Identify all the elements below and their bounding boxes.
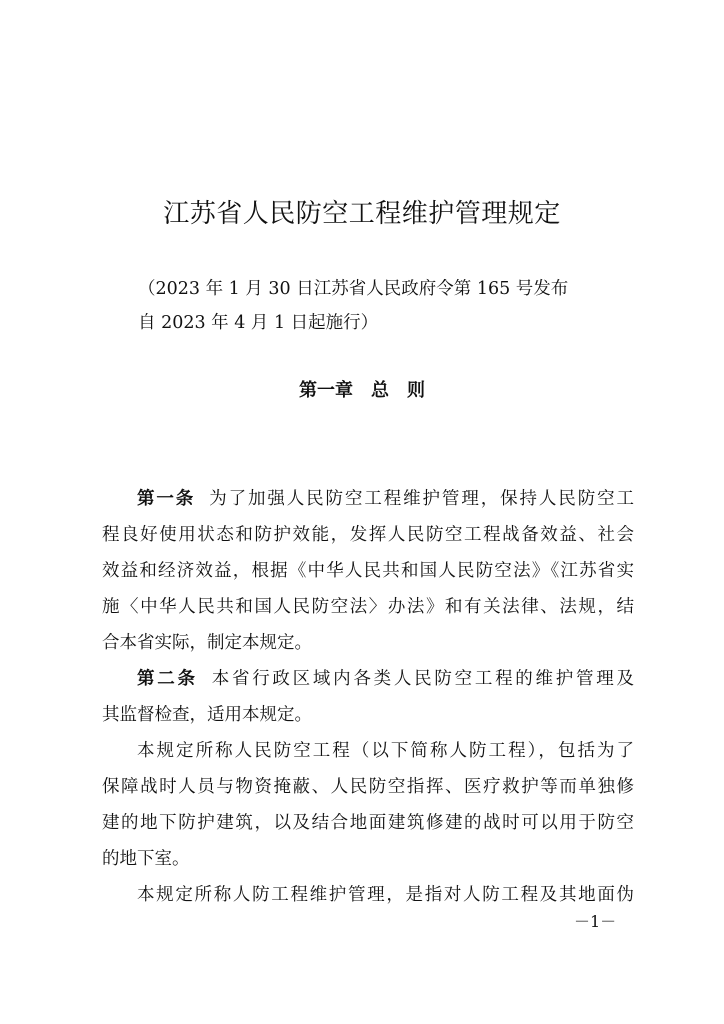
- article-1-line: 效益和经济效益，根据《中华人民共和国人民防空法》《江苏省实: [102, 561, 634, 581]
- issue-note: [138, 272, 618, 340]
- article-2: [102, 661, 634, 733]
- body-text: [102, 481, 634, 913]
- article-1-line: 合本省实际，制定本规定。: [102, 633, 312, 653]
- article-2-label: 第二条: [137, 669, 198, 689]
- article-1-line: [102, 481, 634, 517]
- definition-line: 本规定所称人民防空工程（以下简称人防工程），包括为了: [137, 741, 634, 761]
- definition-paragraph: [102, 733, 634, 877]
- issue-note-line-1: （2023 年 1 月 30 日江苏省人民政府令第 165 号发布: [138, 279, 569, 299]
- definition-line: 保障战时人员与物资掩蔽、人民防空指挥、医疗救护等而单独修: [102, 777, 634, 797]
- issue-note-line-2: 自 2023 年 4 月 1 日起施行）: [138, 313, 379, 333]
- article-1-line: 施〈中华人民共和国人民防空法〉办法》和有关法律、法规，结: [102, 597, 634, 617]
- page-number: －1－: [574, 912, 617, 931]
- definition-line: 建的地下防护建筑，以及结合地面建筑修建的战时可以用于防空: [102, 813, 634, 833]
- article-1-line: 程良好使用状态和防护效能，发挥人民防空工程战备效益、社会: [102, 525, 634, 545]
- chapter-heading: 第一章 总 则: [299, 380, 425, 401]
- maintenance-line: 本规定所称人防工程维护管理，是指对人防工程及其地面伪: [137, 885, 634, 905]
- article-2-line-text: 本省行政区域内各类人民防空工程的维护管理及: [211, 669, 634, 689]
- document-title: 江苏省人民防空工程维护管理规定: [163, 199, 561, 229]
- article-1: [102, 481, 634, 661]
- definition-line: 的地下室。: [102, 849, 190, 869]
- article-2-line: [102, 661, 634, 697]
- article-1-label: 第一条: [137, 489, 196, 509]
- maintenance-paragraph: [102, 877, 634, 913]
- article-1-line-text: 为了加强人民防空工程维护管理，保持人民防空工: [209, 489, 634, 509]
- article-2-line: 其监督检查，适用本规定。: [102, 705, 312, 725]
